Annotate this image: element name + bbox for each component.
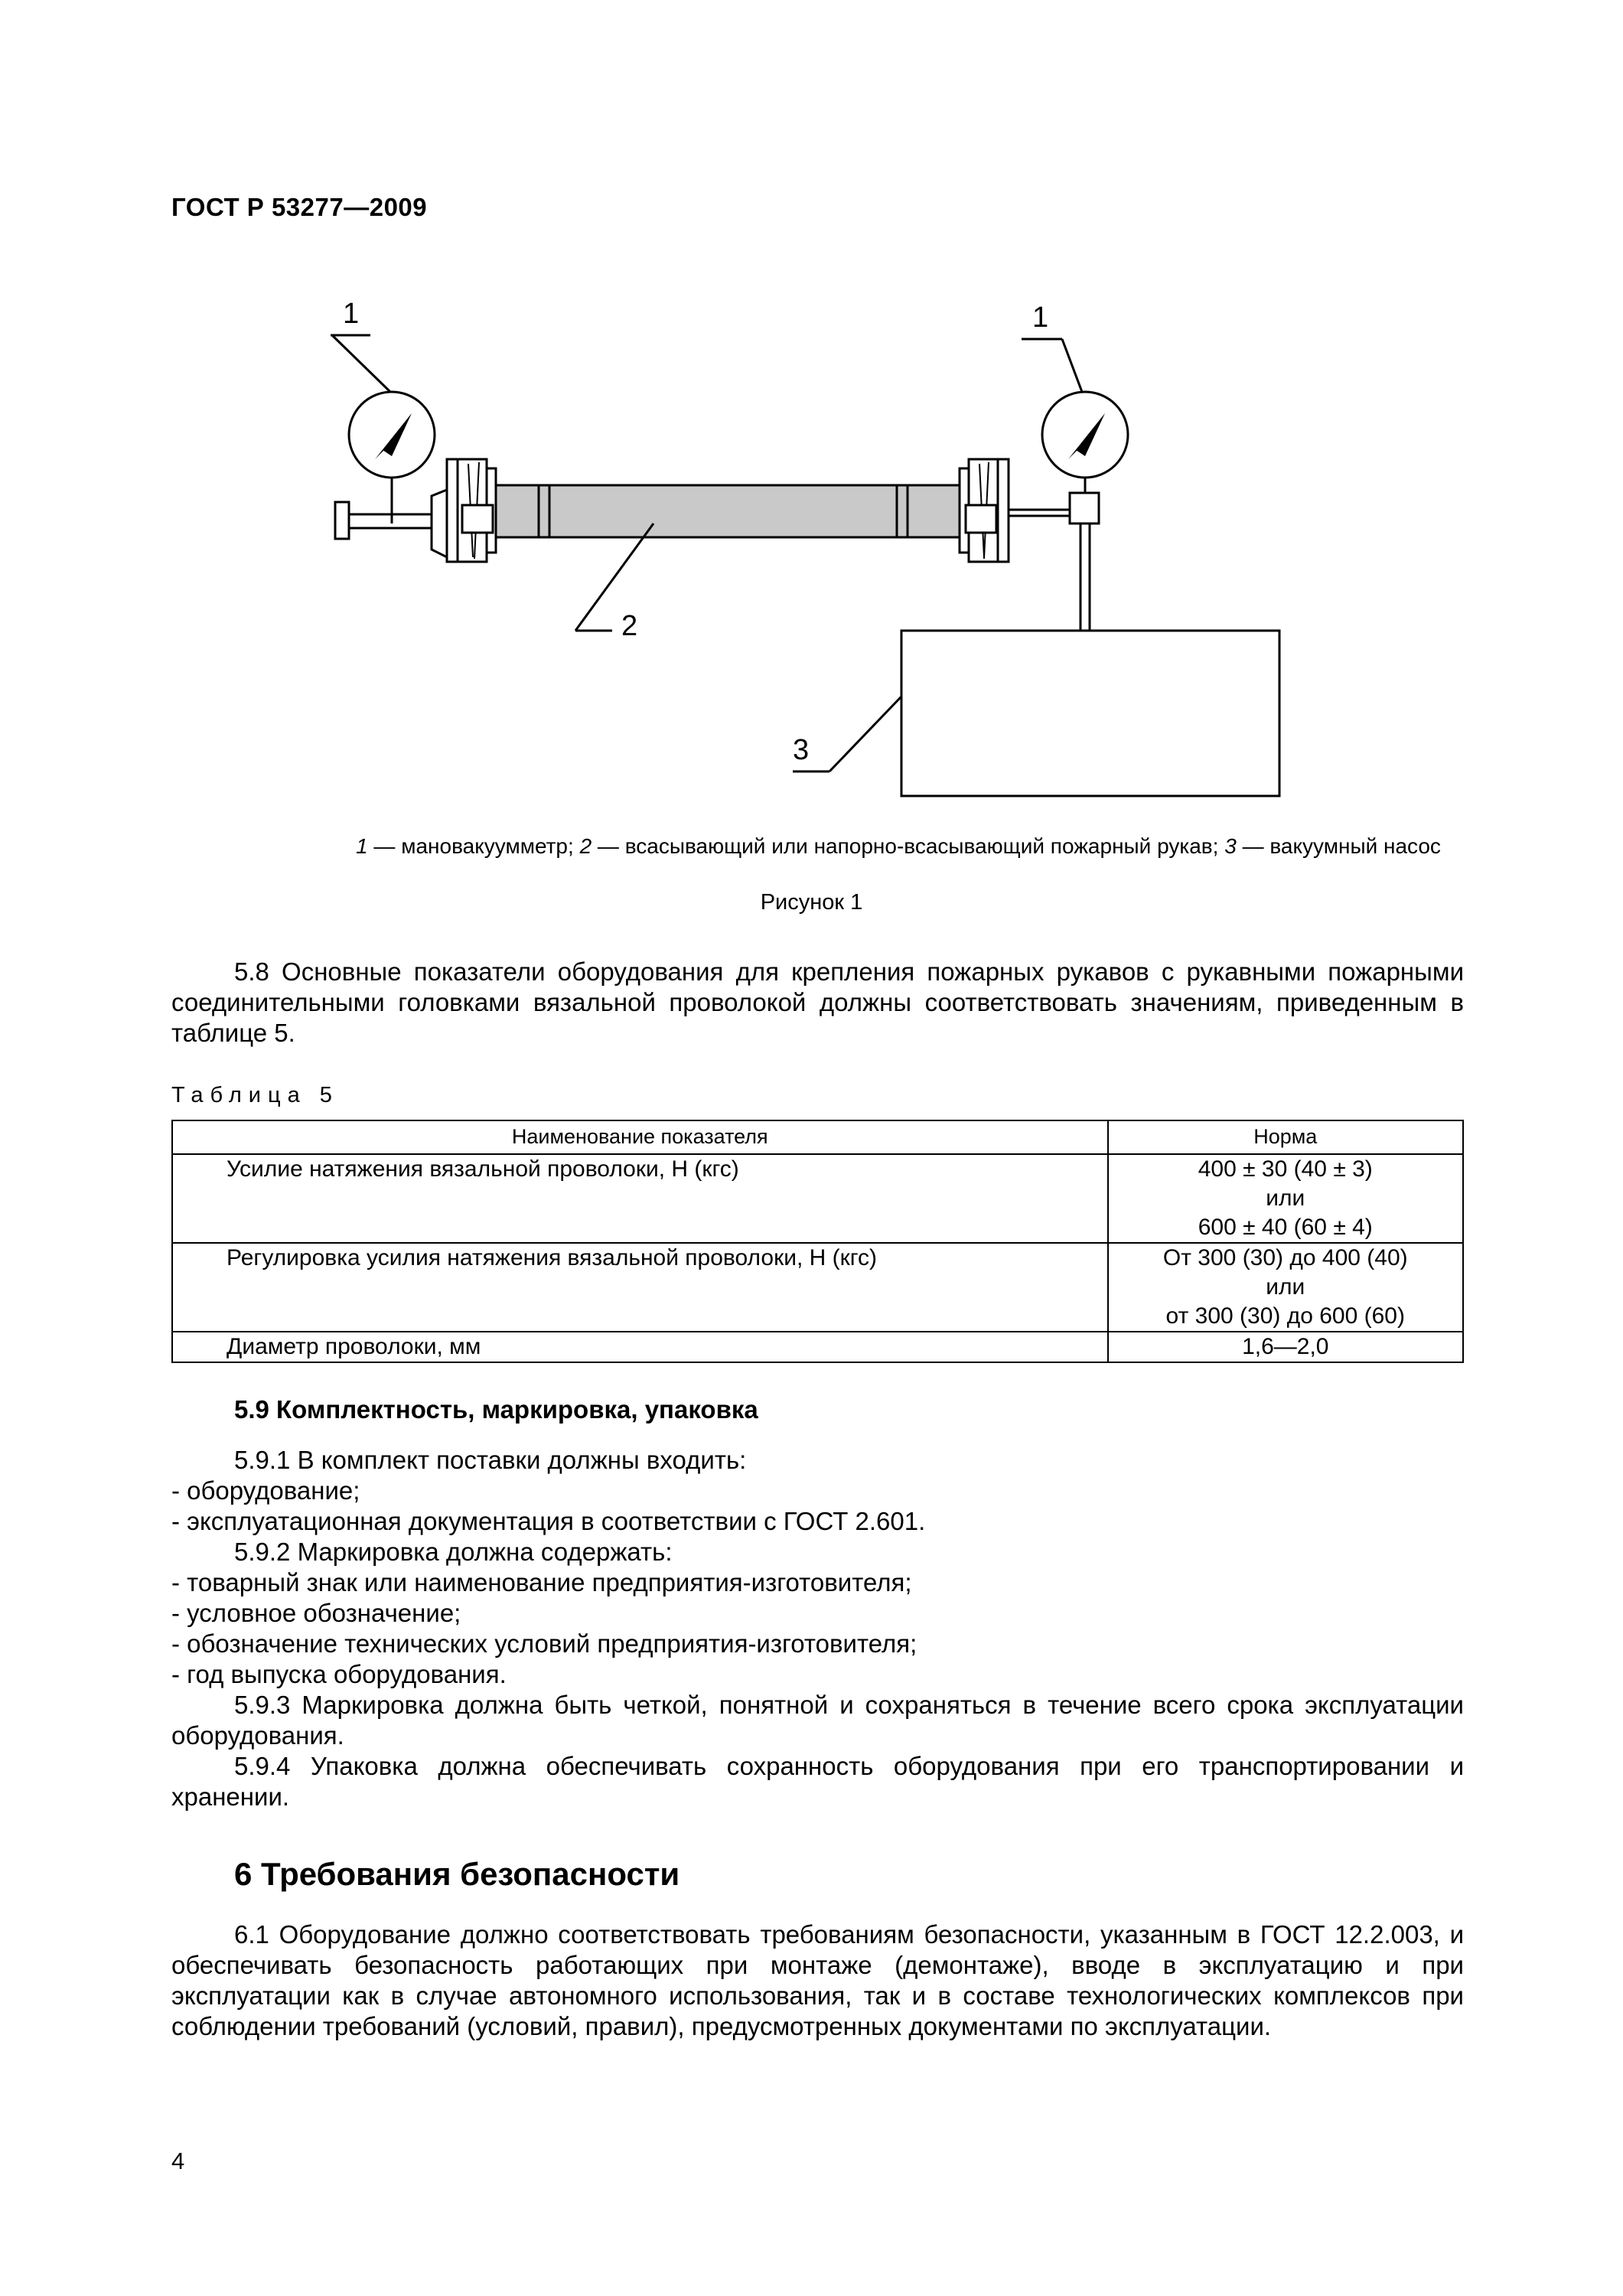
- test-setup-diagram: [0, 0, 1623, 842]
- document-header: ГОСТ Р 53277—2009: [171, 193, 428, 221]
- figure-title: Рисунок 1: [760, 890, 863, 915]
- label-gauge-left: 1: [343, 298, 360, 330]
- hose-leader: [575, 523, 653, 631]
- vacuum-pump-icon: [901, 631, 1279, 796]
- row-name: Диаметр проволоки, мм: [172, 1332, 1108, 1362]
- paragraph-6-1: 6.1 Оборудование должно соответствовать требованиям безопасности, указанным в ГОСТ 12.2.003, и обеспечивать безопасность работающих при монтаже (демонтаже), вводе в эксплуатацию и при эксплуатации как в случае автономного использования, так и в составе технологических комплексов при соблюдении требований (условий, правил), предусмотренных документами по эксплуатации.: [171, 1920, 1464, 2040]
- table-5: [171, 1120, 1464, 1363]
- table-label: Таблица 5: [171, 1083, 339, 1107]
- pump-leader: [829, 696, 901, 771]
- tee-connector-icon: [1070, 493, 1099, 523]
- table-row: [172, 1243, 1463, 1332]
- label-gauge-right: 1: [1032, 302, 1049, 334]
- row-norm: 1,6—2,0: [1108, 1332, 1463, 1362]
- label-hose: 2: [621, 610, 638, 642]
- list-item: - обозначение технических условий предприятия-изготовителя;: [171, 1629, 917, 1658]
- gauge-left-icon: [349, 392, 435, 478]
- header-norm: Норма: [1108, 1120, 1463, 1154]
- figure-caption: 1 — мановакуумметр; 2 — всасывающий или напорно-всасывающий пожарный рукав; 3 — вакуумный насос: [356, 834, 1441, 858]
- section-5-9-body: [171, 1445, 1464, 1812]
- list-item: - условное обозначение;: [171, 1599, 461, 1627]
- header-name: Наименование показателя: [172, 1120, 1108, 1154]
- list-item: - эксплуатационная документация в соответствии с ГОСТ 2.601.: [171, 1507, 926, 1535]
- row-name: Регулировка усилия натяжения вязальной проволоки, Н (кгс): [172, 1243, 1108, 1332]
- table-row: [172, 1332, 1463, 1362]
- list-item: 5.9.2 Маркировка должна содержать:: [234, 1538, 673, 1566]
- gauge-right-icon: [1042, 392, 1128, 478]
- label-pump: 3: [793, 734, 810, 766]
- row-norm: 400 ± 30 (40 ± 3) или 600 ± 40 (60 ± 4): [1108, 1154, 1463, 1243]
- section-5-9-heading: 5.9 Комплектность, маркировка, упаковка: [234, 1395, 758, 1424]
- list-item: - товарный знак или наименование предприятия-изготовителя;: [171, 1568, 912, 1596]
- row-name: Усилие натяжения вязальной проволоки, Н (кгс): [172, 1154, 1108, 1243]
- section-6-heading: 6 Требования безопасности: [234, 1856, 680, 1892]
- list-item: 5.9.1 В комплект поставки должны входить:: [234, 1446, 747, 1474]
- list-item: - оборудование;: [171, 1476, 360, 1505]
- list-item: - год выпуска оборудования.: [171, 1660, 507, 1688]
- end-plug-icon: [335, 502, 349, 539]
- table-row: [172, 1154, 1463, 1243]
- table-header-row: [172, 1120, 1463, 1154]
- paragraph-5-9-3: 5.9.3 Маркировка должна быть четкой, понятной и сохраняться в течение всего срока эксплуатации оборудования.: [171, 1691, 1464, 1750]
- row-norm: От 300 (30) до 400 (40) или от 300 (30) до 600 (60): [1108, 1243, 1463, 1332]
- hose-icon: [496, 485, 960, 537]
- paragraph-5-9-4: 5.9.4 Упаковка должна обеспечивать сохранность оборудования при его транспортировании и хранении.: [171, 1752, 1464, 1811]
- page-number: 4: [171, 2148, 185, 2174]
- paragraph-5-8: 5.8 Основные показатели оборудования для крепления пожарных рукавов с рукавными пожарными соединительными головками вязальной проволокой должны соответствовать значениям, приведенным в таблице 5.: [171, 957, 1464, 1047]
